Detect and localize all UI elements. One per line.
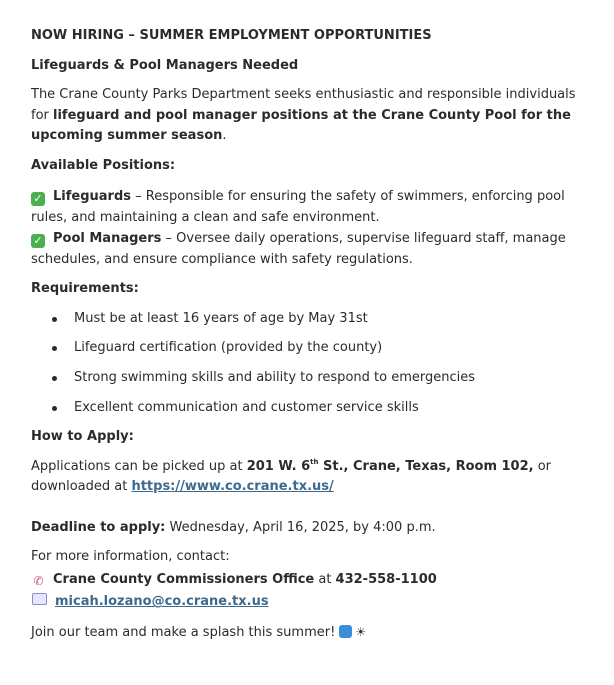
how-to-apply-heading: How to Apply: [31,429,134,445]
position-title: Pool Managers [53,231,162,246]
page-title: NOW HIRING – SUMMER EMPLOYMENT OPPORTUNITIES [31,28,432,43]
list-item [31,398,583,419]
wave-icon [339,625,352,638]
requirements-list [31,309,583,419]
sun-icon: ☀ [355,624,367,639]
apply-mid: or downloaded at [31,458,552,495]
check-mark-icon: ✓ [31,192,45,206]
bullet-icon [52,406,57,411]
deadline-value: Wednesday, April 16, 2025, by 4:00 p.m. [165,519,436,535]
intro-lead: The Crane County Parks Department seeks enthusiastic and responsible individuals for [31,87,576,123]
contact-at: at [314,571,336,587]
contact-email-line [31,592,583,613]
requirement-text: Excellent communication and customer service skills [74,399,419,415]
position-lifeguards [31,187,583,228]
closing-line [31,622,583,644]
closing-text: Join our team and make a splash this summer! [31,624,336,640]
position-title: Lifeguards [53,189,131,204]
contact-office: Crane County Commissioners Office [53,571,315,587]
check-mark-icon: ✓ [31,234,45,248]
contact-phone: 432-558-1100 [335,571,437,587]
address [247,459,534,474]
telephone-icon: ✆ [33,573,44,588]
subtitle: Lifeguards & Pool Managers Needed [31,57,299,73]
address-number: 201 W. 6 [246,458,311,474]
email-link[interactable]: micah.lozano@co.crane.tx.us [55,594,269,610]
position-description: – Responsible for ensuring the safety of swimmers, enforcing pool rules, and maintaining a clean and safe environment. [31,189,565,225]
website-link[interactable]: https://www.co.crane.tx.us/ [131,479,334,495]
list-item [31,338,583,359]
position-pool-managers [31,229,583,270]
requirements-heading: Requirements: [31,281,139,296]
available-positions-heading: Available Positions: [31,157,176,173]
list-item [31,368,583,389]
more-info: For more information, contact: [31,549,230,565]
list-item [31,309,583,330]
position-description: – Oversee daily operations, supervise lifeguard staff, manage schedules, and ensure compliance with safety regulations. [31,231,566,267]
deadline [31,518,583,539]
apply-lead: Applications can be picked up at [31,458,247,474]
intro-bold: lifeguard and pool manager positions at the Crane County Pool for the upcoming summer season [31,107,571,143]
contact-phone-line [31,570,583,591]
apply-paragraph [31,457,583,498]
requirement-text: Must be at least 16 years of age by May 31st [74,310,368,326]
bullet-icon [52,317,57,322]
requirement-text: Lifeguard certification (provided by the county) [74,340,383,356]
deadline-label: Deadline to apply: [31,519,166,535]
intro-tail: . [222,128,227,143]
bullet-icon [52,376,57,381]
address-ordinal: th [310,457,319,466]
intro-paragraph [31,85,583,147]
requirement-text: Strong swimming skills and ability to respond to emergencies [74,370,475,386]
bullet-icon [52,346,57,351]
address-rest: St., Crane, Texas, Room 102, [318,458,534,474]
envelope-icon [32,593,47,605]
